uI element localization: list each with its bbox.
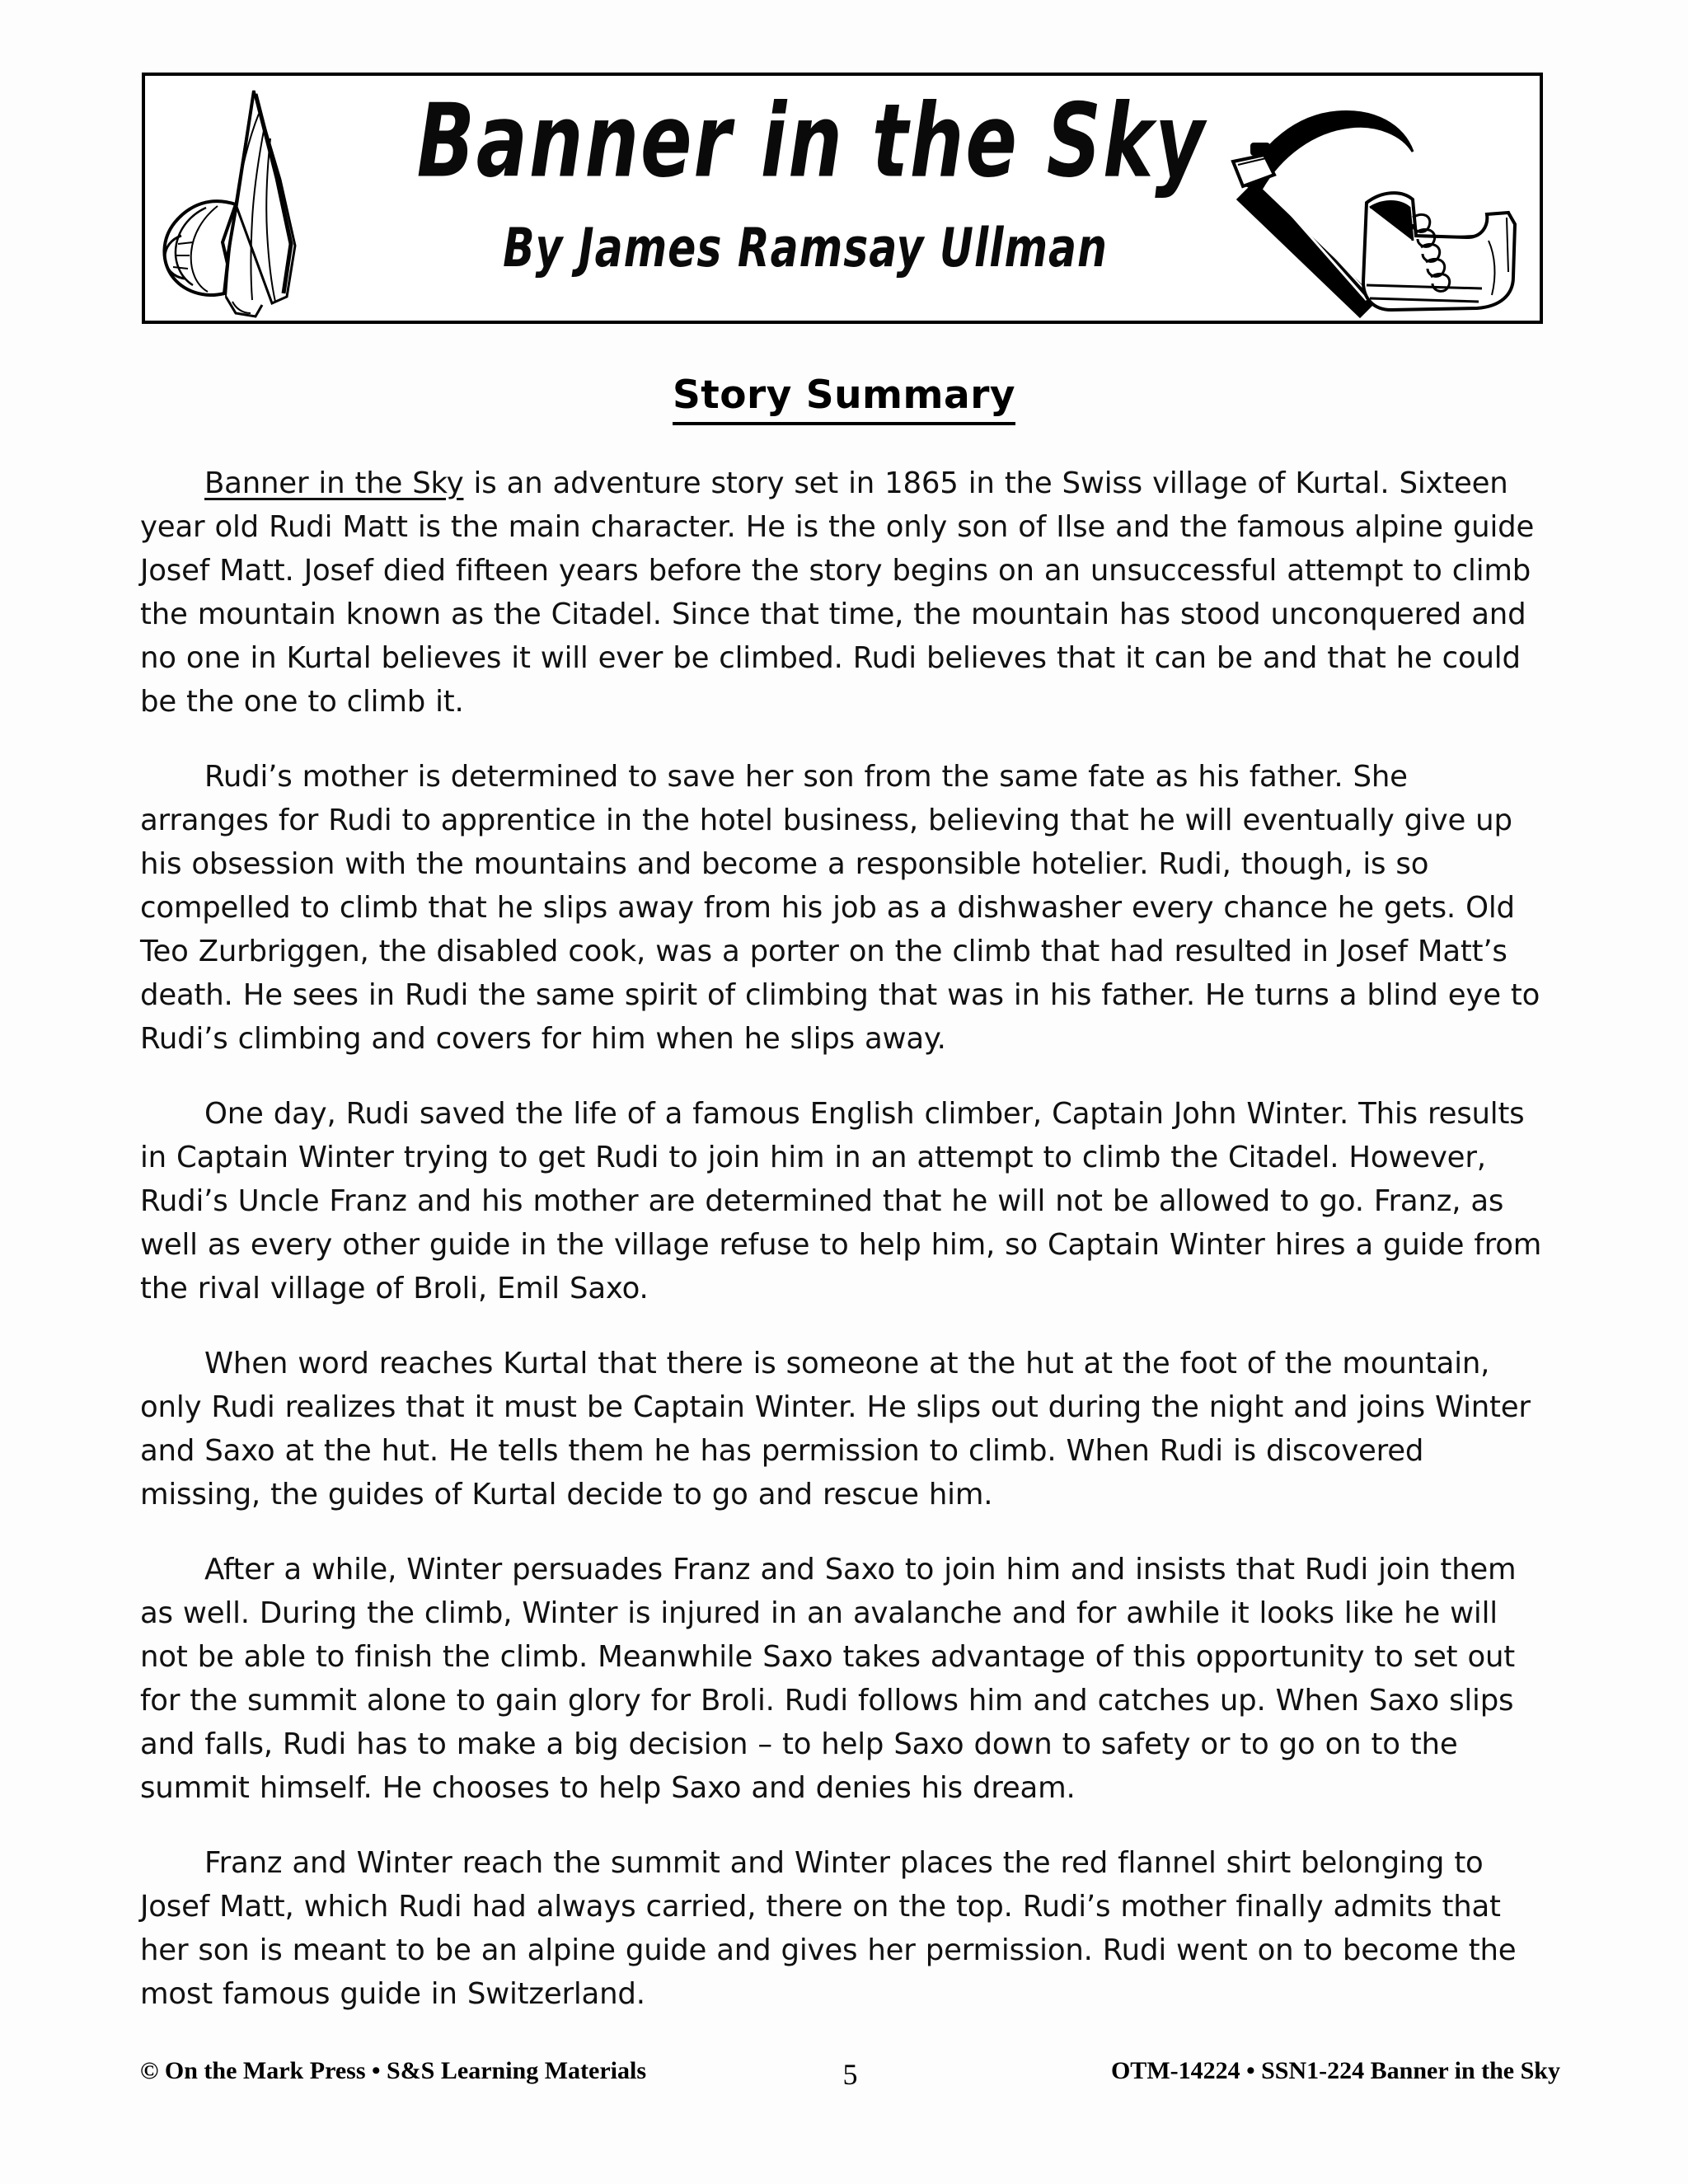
paragraph-3: One day, Rudi saved the life of a famous English climber, Captain John Winter. This results in Captain Winter trying to get Rudi to join him in an attempt to climb the Citadel. However, Rudi’s Uncle Franz and his mother are determined that he will not be allowed to go. Franz, as well as every other guide in the village refuse to help him, so Captain Winter hires a guide from the rival village of Broli, Emil Saxo.	[140, 1097, 1542, 1305]
book-title: Banner in the Sky	[416, 82, 1207, 201]
paragraph-1-text: is an adventure story set in 1865 in the Swiss village of Kurtal. Sixteen year old Rudi Matt is the main character. He is the only son of Ilse and the famous alpine guide Josef Matt. Josef died fifteen years before the story begins on an unsuccessful attempt to climb the mountain known as the Citadel. Since that time, the mountain has stood unconquered and no one in Kurtal believes it will ever be climbed. Rudi believes that it can be and that he could be the one to climb it.	[140, 466, 1535, 719]
paragraph-4: When word reaches Kurtal that there is someone at the hut at the foot of the mountain, only Rudi realizes that it must be Captain Winter. He slips out during the night and joins Winter and Saxo at the hut. He tells them he has permission to climb. When Rudi is discovered missing, the guides of Kurtal decide to go and rescue him.	[140, 1347, 1531, 1511]
footer-product-code: OTM-14224 • SSN1-224 Banner in the Sky	[1110, 2057, 1560, 2084]
page-footer	[140, 2057, 1560, 2091]
title-banner	[142, 73, 1543, 324]
ice-axe-and-climbing-boot-illustration	[1205, 79, 1535, 322]
page-title-text: Story Summary	[673, 373, 1015, 425]
story-summary-body	[140, 462, 1545, 2047]
book-author: By James Ramsay Ullman	[503, 218, 1108, 279]
paragraph-5: After a while, Winter persuades Franz and Saxo to join him and insists that Rudi join them as well. During the climb, Winter is injured in an avalanche and for awhile it looks like he will not be able to finish the climb. Meanwhile Saxo takes advantage of this opportunity to set out for the summit alone to gain glory for Broli. Rudi follows him and catches up. When Saxo slips and falls, Rudi has to make a big decision – to help Saxo down to safety or to go on to the summit himself. He chooses to help Saxo and denies his dream.	[140, 1553, 1517, 1805]
footer-copyright: © On the Mark Press • S&S Learning Materials	[140, 2057, 646, 2084]
page-title	[0, 373, 1688, 418]
paragraph-6: Franz and Winter reach the summit and Winter places the red flannel shirt belonging to Josef Matt, which Rudi had always carried, there on the top. Rudi’s mother finally admits that her son is meant to be an alpine guide and gives her permission. Rudi went on to become the most famous guide in Switzerland.	[140, 1846, 1517, 2011]
banner-title-group	[401, 82, 1210, 279]
mountain-peak-illustration	[157, 81, 396, 320]
paragraph-1	[140, 462, 1545, 724]
page-number: 5	[842, 2058, 858, 2091]
paragraph-2: Rudi’s mother is determined to save her son from the same fate as his father. She arranges for Rudi to apprentice in the hotel business, believing that he will eventually give up his obsession with the mountains and become a responsible hotelier. Rudi, though, is so compelled to climb that he slips away from his job as a dishwasher every chance he gets. Old Teo Zurbriggen, the disabled cook, was a porter on the climb that had resulted in Josef Matt’s death. He sees in Rudi the same spirit of climbing that was in his father. He turns a blind eye to Rudi’s climbing and covers for him when he slips away.	[140, 760, 1540, 1056]
book-title-inline: Banner in the Sky	[204, 466, 464, 500]
